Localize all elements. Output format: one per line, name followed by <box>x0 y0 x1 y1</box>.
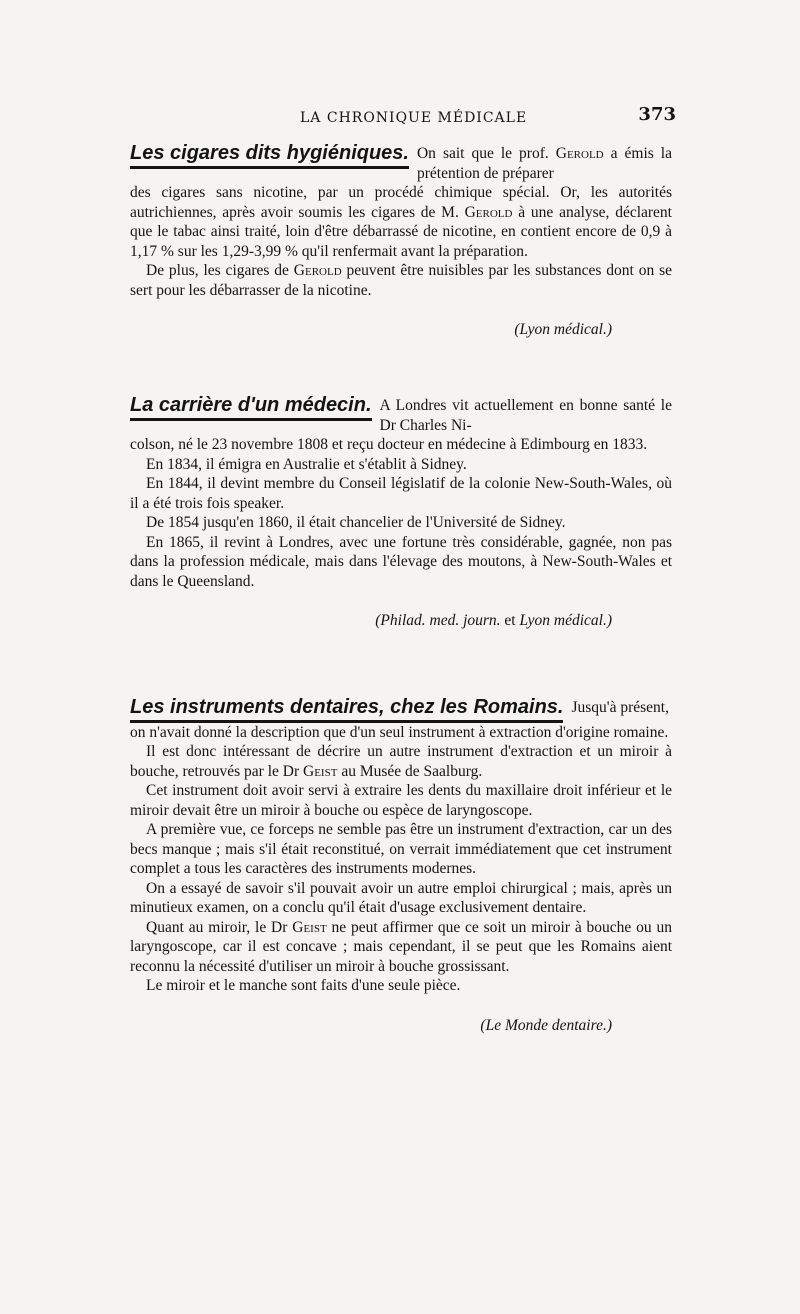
article-instruments <box>130 698 672 1035</box>
paragraph: De plus, les cigares de Gerold peuvent être nuisibles par les substances dont on se sert pour les débarrasser de la nicotine. <box>130 262 672 299</box>
paragraph: Quant au miroir, le Dr Geist ne peut affirmer que ce soit un miroir à bouche ou un laryngoscope, car il est concave ; mais cependant, il se peut que les Romains aient reconnu la nécessité d'utiliser un miroir à bouche grossissant. <box>130 918 672 975</box>
paragraph: En 1834, il émigra en Australie et s'établit à Sidney. <box>146 455 467 473</box>
source-citation: (Philad. med. journ. et Lyon médical.) <box>375 612 612 629</box>
paragraph: En 1865, il revint à Londres, avec une fortune très considérable, gagnée, non pas dans la profession médicale, mais dans l'élevage des moutons, à New-South-Wales et dans le Queensland. <box>130 533 672 590</box>
article-heading <box>130 396 672 435</box>
article-title: Les instruments dentaires, chez les Romains. <box>130 698 563 723</box>
paragraph: Le miroir et le manche sont faits d'une seule pièce. <box>146 977 461 994</box>
paragraph: Cet instrument doit avoir servi à extraire les dents du maxillaire droit inférieur et le miroir devait être un miroir à bouche ou espèce de laryngoscope. <box>130 782 672 819</box>
article-carriere <box>130 396 672 631</box>
article-heading <box>130 144 672 183</box>
paragraph: colson, né le 23 novembre 1808 et reçu docteur en médecine à Edimbourg en 1833. <box>130 436 648 453</box>
paragraph: des cigares sans nicotine, par un procédé chimique spécial. Or, les autorités autrichiennes, après avoir soumis les cigares de M. Gerold à une analyse, déclarent que le tabac ainsi traité, loin d'être débarrassé de nicotine, en contient encore de 0,9 à 1,17 % sur les 1,29-3,99 % qu'il renfermait avant la préparation. <box>130 184 672 260</box>
page-number: 373 <box>638 104 676 125</box>
article-lead: Jusqu'à présent, <box>571 699 669 716</box>
article-title: La carrière d'un médecin. <box>130 396 372 421</box>
article-lead: A Londres vit actuellement en bonne santé le Dr Charles Ni- <box>379 397 672 434</box>
paragraph: En 1844, il devint membre du Conseil législatif de la colonie New-South-Wales, où il a été trois fois speaker. <box>130 475 672 512</box>
page-header <box>130 104 676 134</box>
source-citation: (Le Monde dentaire.) <box>480 1016 612 1034</box>
running-title: LA CHRONIQUE MÉDICALE <box>300 110 528 126</box>
paragraph: A première vue, ce forceps ne semble pas être un instrument d'extraction, car un des becs manque ; mais s'il était reconstitué, on verrait immédiatement que cet instrument complet a tous les caractères des instruments modernes. <box>130 821 672 877</box>
source-citation: (Lyon médical.) <box>514 321 612 338</box>
paragraph: Il est donc intéressant de décrire un autre instrument d'extraction et un miroir à bouche, retrouvés par le Dr Geist au Musée de Saalburg. <box>130 743 672 780</box>
article-cigares <box>130 144 672 340</box>
article-lead: On sait que le prof. Gerold a émis la prétention de préparer <box>416 145 672 182</box>
article-title: Les cigares dits hygiéniques. <box>130 144 409 169</box>
paragraph: on n'avait donné la description que d'un seul instrument à extraction d'origine romaine. <box>130 723 669 741</box>
article-heading <box>130 698 672 723</box>
paragraph: On a essayé de savoir s'il pouvait avoir un autre emploi chirurgical ; mais, après un minutieux examen, on a conclu qu'il était d'usage exclusivement dentaire. <box>130 879 672 916</box>
paragraph: De 1854 jusqu'en 1860, il était chancelier de l'Université de Sidney. <box>146 514 566 531</box>
